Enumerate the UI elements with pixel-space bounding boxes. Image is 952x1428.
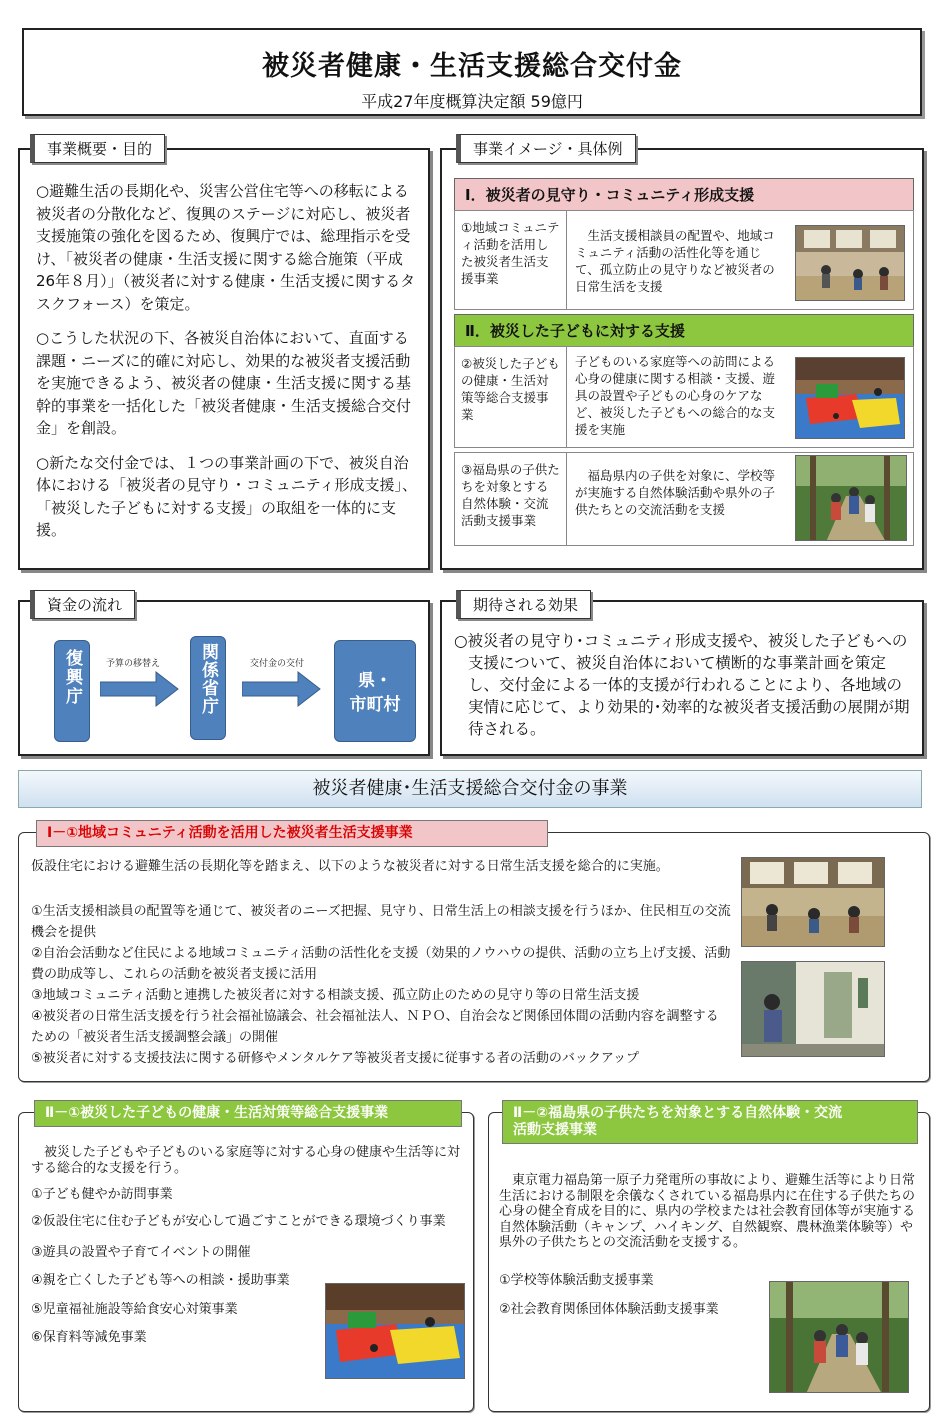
project3-title-line2: 活動支援事業 bbox=[513, 1122, 597, 1138]
project1-item-5: ⑤被災者に対する支援技法に関する研修やメンタルケア等被災者支援に従事する者の活動のバックアップ bbox=[31, 1051, 639, 1066]
overview-paragraph-1: ○避難生活の長期化や、災害公営住宅等への移転による被災者の分散化など、復興のステージに対応し、被災者支援施策の強化を図るため、復興庁では、総理指示を受け、「被災者の健康・生活支援に関する総合施策（平成26年８月）」（被災者に対する健康・生活支援に関するタスクフォース）を策定。 bbox=[36, 182, 416, 313]
project2-intro: 被災した子どもや子どものいる家庭等に対する心身の健康や生活等に対する総合的な支援を行う。 bbox=[31, 1145, 461, 1176]
overview-paragraph-2: ○こうした状況の下、各被災自治体において、直面する課題・ニーズに的確に対応し、効果的な被災者支援活動を実施できるよう、被災者の健康・生活支援に関する基幹的事業を一括化した「被災者健康・生活支援総合交付金」を創設。 bbox=[36, 329, 412, 437]
project2-item-5: ⑤児童福祉施設等給食安心対策事業 bbox=[31, 1301, 238, 1317]
effects-text: ○被災者の見守り･コミュニティ形成支援や、被災した子どもへの支援について、被災自治体において横断的な事業計画を策定し、交付金による一体的支援が行われることにより、各地域の実情に応じて、より効果的･効率的な被災者支援活動の展開が期待される。 bbox=[454, 632, 910, 738]
row1-text: 生活支援相談員の配置や、地域コミュニティ活動の活性化等を通じて、孤立防止の見守りなど被災者の日常生活を支援 bbox=[575, 228, 775, 294]
arrow2-icon bbox=[242, 670, 322, 708]
project1-panel bbox=[18, 832, 930, 1082]
project1-item-4: ④被災者の日常生活支援を行う社会福祉協議会、社会福祉法人、ＮＰＯ、自治会など関係団体間の活動内容を調整するための「被災者生活支援調整会議」の開催 bbox=[31, 1009, 719, 1045]
fund-flow-tag: 資金の流れ bbox=[30, 590, 135, 619]
section1-title: Ⅰ．被災者の見守り・コミュニティ形成支援 bbox=[454, 178, 914, 211]
arrow2-label: 交付金の交付 bbox=[250, 659, 305, 669]
nature-hiking-photo bbox=[769, 1281, 909, 1393]
box3-line1: 県・ bbox=[358, 671, 392, 691]
box2-label: 関係省庁 bbox=[198, 643, 218, 715]
project3-title-line1: Ⅱ－②福島県の子供たちを対象とする自然体験・交流 bbox=[513, 1105, 843, 1121]
temporary-housing-photo bbox=[741, 961, 885, 1057]
project2-item-4: ④親を亡くした子ども等への相談・援助事業 bbox=[31, 1273, 290, 1288]
page-subtitle: 平成27年度概算決定額 59億円 bbox=[361, 92, 583, 111]
fund-flow-panel bbox=[18, 600, 430, 756]
overview-paragraph-3: ○新たな交付金では、１つの事業計画の下で、被災自治体における「被災者の見守り・コミュニティ形成支援」、「被災した子どもに対する支援」の取組を一体的に支援。 bbox=[36, 453, 418, 539]
playroom-photo bbox=[795, 357, 905, 439]
box1-label: 復興庁 bbox=[62, 649, 82, 706]
project2-panel bbox=[18, 1112, 474, 1412]
example-row-1 bbox=[454, 210, 914, 310]
projects-banner: 被災者健康･生活支援総合交付金の事業 bbox=[18, 770, 922, 808]
section2-title: Ⅱ．被災した子どもに対する支援 bbox=[454, 314, 914, 347]
row2-label: ②被災した子どもの健康・生活対策等総合支援事業 bbox=[455, 347, 567, 447]
project3-title bbox=[502, 1100, 918, 1144]
project2-item-1: ①子ども健やか訪問事業 bbox=[31, 1187, 173, 1202]
support-meeting-photo bbox=[741, 857, 885, 947]
project1-item-2: ②自治会活動など住民による地域コミュニティ活動の活性化を支援（効果的ノウハウの提供、活動の立ち上げ支援、活動費の助成等し、これらの活動を被災者支援に活用 bbox=[31, 946, 731, 982]
community-hall-photo bbox=[795, 225, 905, 301]
project2-item-6: ⑥保育料等減免事業 bbox=[31, 1330, 147, 1345]
arrow1-label: 予算の移替え bbox=[106, 659, 161, 669]
project1-title: Ⅰ－①地域コミュニティ活動を活用した被災者生活支援事業 bbox=[36, 820, 548, 847]
project2-title: Ⅱ－①被災した子どもの健康・生活対策等総合支援事業 bbox=[34, 1100, 462, 1127]
page-title: 被災者健康・生活支援総合交付金 bbox=[262, 51, 682, 82]
project3-item-1: ①学校等体験活動支援事業 bbox=[499, 1273, 654, 1288]
project2-item-3: ③遊具の設置や子育てイベントの開催 bbox=[31, 1244, 251, 1260]
effects-tag: 期待される効果 bbox=[456, 590, 591, 619]
effects-panel bbox=[440, 600, 924, 756]
project1-item-3: ③地域コミュニティ活動と連携した被災者に対する相談支援、孤立防止のための見守り等の日常生活支援 bbox=[31, 988, 640, 1003]
examples-panel bbox=[440, 148, 924, 570]
overview-tag: 事業概要・目的 bbox=[30, 134, 165, 163]
project3-panel bbox=[488, 1112, 930, 1412]
ministries-box bbox=[190, 636, 226, 740]
hiking-photo bbox=[795, 455, 907, 541]
project1-intro: 仮設住宅における避難生活の長期化等を踏まえ、以下のような被災者に対する日常生活支援を総合的に実施。 bbox=[31, 859, 669, 874]
row1-label: ①地域コミュニティ活動を活用した被災者生活支援事業 bbox=[455, 211, 567, 309]
project3-item-2: ②社会教育関係団体体験活動支援事業 bbox=[499, 1301, 719, 1317]
example-row-3 bbox=[454, 452, 914, 546]
project2-item-2: ②仮設住宅に住む子どもが安心して過ごすことができる環境づくり事業 bbox=[31, 1213, 446, 1229]
row3-label: ③福島県の子供たちを対象とする自然体験・交流活動支援事業 bbox=[455, 453, 567, 545]
project1-item-1: ①生活支援相談員の配置等を通じて、被災者のニーズ把握、見守り、日常生活上の相談支援を行うほか、住民相互の交流機会を提供 bbox=[31, 904, 731, 940]
row2-text: 子どものいる家庭等への訪問による心身の健康に関する相談・支援、遊具の設置や子どもの心身のケアなど、被災した子どもへの総合的な支援を実施 bbox=[575, 354, 776, 437]
prefecture-municipality-box bbox=[334, 640, 416, 742]
play-equipment-photo bbox=[325, 1283, 465, 1379]
overview-panel bbox=[18, 148, 430, 570]
arrow1-icon bbox=[100, 670, 180, 708]
project3-intro: 東京電力福島第一原子力発電所の事故により、避難生活等により日常生活における制限を余儀なくされている福島県内に在住する子供たちの心身の健全育成を目的に、県内の学校または社会教育団体等が実施する自然体験活動（キャンプ、ハイキング、自然観察、農林漁業体験等）や県外の子供たちとの交流活動を支援する。 bbox=[499, 1173, 916, 1250]
row3-text: 福島県内の子供を対象に、学校等が実施する自然体験活動や県外の子供たちとの交流活動を支援 bbox=[575, 468, 776, 517]
reconstruction-agency-box bbox=[54, 640, 90, 742]
box3-line2: 市町村 bbox=[349, 695, 401, 715]
example-row-2 bbox=[454, 346, 914, 448]
examples-tag: 事業イメージ・具体例 bbox=[456, 134, 636, 163]
title-box bbox=[22, 28, 922, 116]
